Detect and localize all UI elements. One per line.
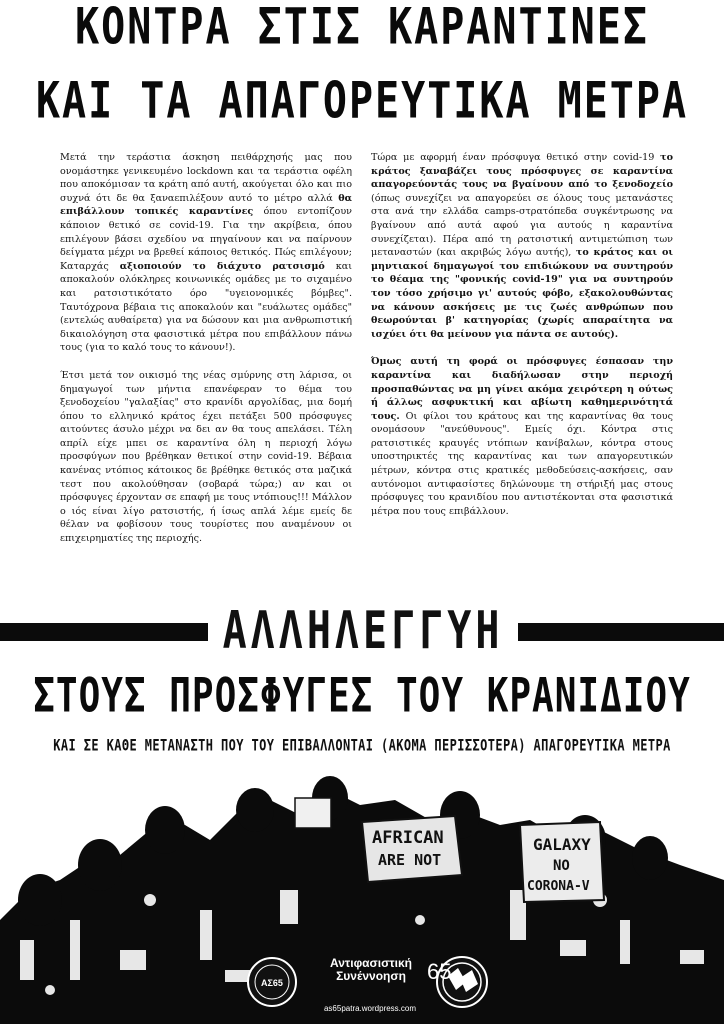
bold-text-run: το κράτος και οι μηντιακοί δημαγωγοί του επιδιώκουν να συντηρούν το θέαμα της "φονικής covid-19" για να συντηρούν τον τόσο χρήσιμο γι' αυτούς φόβο, εξακολουθώντας να κάνουν ασκήσεις με τις ζωές ανθρώπων που θεωρούνται β' κατηγορίας (χωρίς απαραίτητα να ισχύει ότι θα μείνουν για πάντα σε αυτούς). [371, 247, 674, 340]
as65-logo [248, 958, 296, 1006]
text-run: Μετά την τεράστια άσκηση πειθάρχησής μας που ονομάστηκε γενικευμένο lockdown και τα τεράστια οφέλη που αποκόμισαν τα κράτη από αυτή, ακούγεται όλο και πιο συχνά ότι δε θα ξαναεπιλέξουν αυτό το μέτρο αλλά [60, 152, 352, 204]
logo-text: ΑΣ65 [261, 978, 283, 988]
sign-african-line1: AFRICAN [372, 828, 444, 848]
left-column [60, 151, 352, 560]
text-run: και αποκαλούν ολόκληρες κοινωνικές ομάδες με το σιχαμένο και ρατσιστικότατο όρο "υγειονομικές βόμβες". Ταυτόχρονα βέβαια τις αποκαλούν και "ευάλωτες ομάδες" (εντελώς αυθαίρετα) για να δώσουν και μια ανθρωπιστική δικαιολόγηση στα φασιστικά μέτρα που επιβάλλουν πάνω τους (για το καλό τους το κάνουν!). [60, 260, 352, 354]
sign-galaxy-line3: CORONA-V [527, 879, 590, 894]
org-name [296, 956, 452, 984]
right-paragraph-1 [371, 151, 673, 341]
bold-text-run: θα επιβάλλουν τοπικές καραντίνες [60, 192, 352, 218]
left-paragraph-1 [60, 151, 352, 355]
headline-line-1: ΚΟΝΤΡΑ ΣΤΙΣ ΚΑΡΑΝΤΙΝΕΣ [75, 0, 649, 56]
protest-photo [0, 770, 724, 1024]
org-name-line1: Αντιφασιστική [329, 956, 412, 970]
text-run: όπου εντοπίζουν κάποιον θετικό σε covid-19. Για την ακρίβεια, όπου επιλέγουν βάσει σχεδίου να πηγαίνουν και να παίρνουν δείγματα μέχρι να βρεθεί κάποιος θετικός. Πώς επιλέγουν; Καταρχάς [60, 206, 352, 272]
text-run: Τώρα με αφορμή έναν πρόσφυγα θετικό στην covid-19 [371, 152, 661, 163]
solidarity-banner [208, 601, 518, 661]
subtitle: ΚΑΙ ΣΕ ΚΑΘΕ ΜΕΤΑΝΑΣΤΗ ΠΟΥ ΤΟΥ ΕΠΙΒΑΛΛΟΝΤΑΙ (ΑΚΟΜΑ ΠΕΡΙΣΣΟΤΕΡΑ) ΑΠΑΓΟΡΕΥΤΙΚΑ ΜΕΤΡΑ [53, 735, 671, 755]
org-number: 65 [427, 959, 452, 984]
bold-text-run: αξιοποιούν το διάχυτο ρατσισμό [119, 260, 325, 272]
sign-african-line2: ARE NOT [378, 851, 442, 869]
org-name-line2: Συνέννοηση [336, 969, 406, 983]
sign-galaxy-line2: NO [553, 858, 570, 874]
headline-line-2: ΚΑΙ ΤΑ ΑΠΑΓΟΡΕΥΤΙΚΑ ΜΕΤΡΑ [35, 72, 689, 130]
protest-sign-galaxy [520, 822, 604, 902]
text-run: (όπως συνεχίζει να απαγορεύει σε όλους τους μετανάστες στα ανά την ελλάδα camps-στρατόπεδα συγκέντρωσης να βγαίνουν από αυτά αφού για αυτούς η καραντίνα συνεχίζεται). Πέρα από τη ρατσιστική αντιμετώπιση των μεταναστών (και ακριβώς λόγω αυτής), [371, 192, 673, 259]
text-run: Οι φίλοι του κράτους και της καραντίνας θα τους ονομάσουν "ανεύθυνους". Εμείς όχι. Κόντρα στις ρατσιστικές κραυγές ντόπιων κανίβαλων, κόντρα στους υποστηρικτές της καραντίνας και των απαγορευτικών μέτρων, κόντρα στις κρατικές μεθοδεύσεις-ασκήσεις, σαν αυτόνομοι αντιφασίστες δηλώνουμε τη στήριξή μας στους πρόσφυγες του κρανιδίου που αντιστέκονται στα φασιστικά μέτρα που τους επιβάλλουν. [371, 410, 673, 517]
right-column [371, 151, 673, 532]
bold-text-run: Όμως αυτή τη φορά οι πρόσφυγες έσπασαν την καραντίνα και διαδήλωσαν στην περιοχή προσπαθώντας να μη γίνει ακόμα χειρότερη η ούτως ή άλλως ασφυκτική και αβίωτη καθημερινότητά τους. [371, 356, 673, 422]
sign-galaxy-line1: GALAXY [533, 835, 591, 854]
protest-sign-african [362, 816, 462, 882]
website-link[interactable]: as65patra.wordpress.com [323, 1004, 417, 1013]
right-paragraph-2 [371, 355, 673, 518]
solidarity-heading: ΑΛΛΗΛΕΓΓΥΗ [222, 601, 504, 661]
left-paragraph-2: Έτσι μετά τον οικισμό της νέας σμύρνης στη λάρισα, οι δημαγωγοί των μήντια επανέφεραν το θέμα του ξενοδοχείου "γαλαξίας" στο κρανίδι αργολίδας, μια δομή όπου το ελληνικό κράτος έχει πετάξει 500 πρόσφυγες αιτούντες άσυλο μέχρι να δει αν θα τους απελάσει. Τέλη απρίλ είχε μπει σε καραντίνα όλη η περιοχή λόγω προσφύγων που βρέθηκαν θετικοί στην covid-19. Βέβαια κανένας ντόπιος κάτοικος δε βρέθηκε θετικός στα μαζικά τεστ που ακολούθησαν (σοβαρά τώρα;) αν και οι πρόσφυγες έρχονταν σε επαφή με τους ντόπιους!!! Μάλλον ο ιός είναι λίγο ρατσιστής, ή ίσως απλά λέμε εμείς δε θέλαν να φοβίσουν τους τουρίστες που αναμένουν οι επιχειρηματίες της περιοχής. [60, 369, 352, 545]
refugees-heading: ΣΤΟΥΣ ΠΡΟΣΦΥΓΕΣ ΤΟΥ ΚΡΑΝΙΔΙΟΥ [33, 669, 691, 724]
bold-text-run: το κράτος ξαναβάζει τους πρόσφυγες σε καραντίνα απαγορεύοντάς τους να βγαίνουν από το ξενοδοχείο [371, 152, 673, 191]
